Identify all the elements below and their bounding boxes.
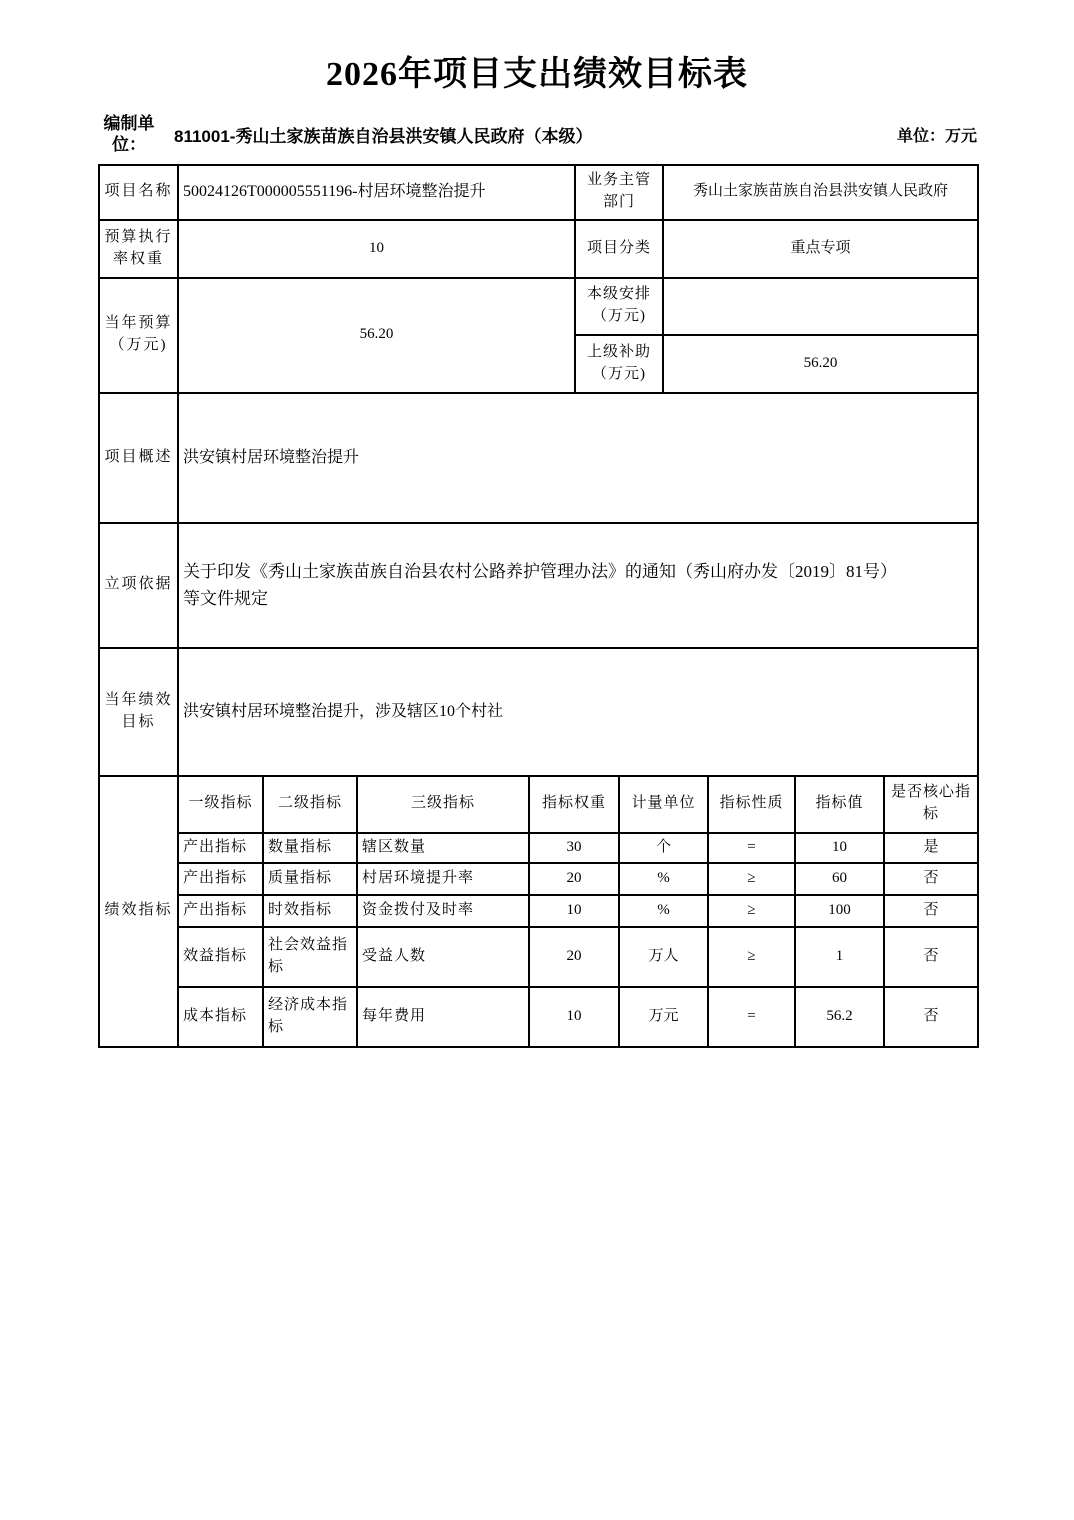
indicator-weight: 30	[529, 833, 619, 863]
project-name-label: 项目名称	[99, 165, 178, 220]
indicator-unit: %	[619, 895, 708, 927]
indicator-level3: 每年费用	[357, 987, 529, 1047]
project-name-value: 50024126T000005551196-村居环境整治提升	[178, 165, 575, 220]
indicator-level1: 产出指标	[178, 895, 263, 927]
indicator-value: 60	[795, 863, 884, 895]
indicator-unit: 万元	[619, 987, 708, 1047]
overview-label: 项目概述	[99, 393, 178, 523]
indicator-row	[99, 895, 978, 927]
budget-exec-weight-value: 10	[178, 220, 575, 278]
dept-label: 业务主管部门	[575, 165, 663, 220]
higher-subsidy-label: 上级补助（万元)	[575, 335, 663, 393]
indicator-level2: 经济成本指标	[263, 987, 357, 1047]
basis-label: 立项依据	[99, 523, 178, 648]
indicator-value: 1	[795, 927, 884, 987]
table-row	[99, 220, 978, 278]
basis-value: 关于印发《秀山土家族苗族自治县农村公路养护管理办法》的通知（秀山府办发〔2019〕81号）等文件规定	[178, 523, 978, 648]
indicator-core: 是	[884, 833, 978, 863]
indicator-row	[99, 833, 978, 863]
local-arrangement-value	[663, 278, 978, 335]
indicator-level3: 村居环境提升率	[357, 863, 529, 895]
indicator-value: 100	[795, 895, 884, 927]
indicator-nature: =	[708, 987, 795, 1047]
indicator-header-row	[99, 776, 978, 833]
indicator-weight: 10	[529, 895, 619, 927]
col-header-unit: 计量单位	[619, 776, 708, 833]
indicator-nature: ≥	[708, 895, 795, 927]
indicator-row	[99, 927, 978, 987]
indicator-unit: %	[619, 863, 708, 895]
indicator-weight: 20	[529, 927, 619, 987]
page-title: 2026年项目支出绩效目标表	[326, 56, 748, 93]
indicator-value: 56.2	[795, 987, 884, 1047]
table-row	[99, 523, 978, 648]
dept-value: 秀山土家族苗族自治县洪安镇人民政府	[663, 165, 978, 220]
col-header-level2: 二级指标	[263, 776, 357, 833]
unit-label: 单位：万元	[896, 127, 977, 145]
indicator-core: 否	[884, 895, 978, 927]
indicator-level2: 时效指标	[263, 895, 357, 927]
indicator-unit: 万人	[619, 927, 708, 987]
indicator-level1: 效益指标	[178, 927, 263, 987]
table-row	[99, 165, 978, 220]
indicator-level2: 社会效益指标	[263, 927, 357, 987]
prepared-by-value: 811001-秀山土家族苗族自治县洪安镇人民政府（本级）	[174, 126, 593, 146]
category-label: 项目分类	[575, 220, 663, 278]
category-value: 重点专项	[663, 220, 978, 278]
indicator-value: 10	[795, 833, 884, 863]
indicator-level3: 受益人数	[357, 927, 529, 987]
indicator-nature: =	[708, 833, 795, 863]
table-row	[99, 278, 978, 335]
col-header-core: 是否核心指标	[884, 776, 978, 833]
indicator-unit: 个	[619, 833, 708, 863]
indicator-level1: 产出指标	[178, 863, 263, 895]
indicator-section-label: 绩效指标	[99, 776, 178, 1047]
prepared-by	[98, 113, 592, 156]
indicator-nature: ≥	[708, 927, 795, 987]
col-header-level3: 三级指标	[357, 776, 529, 833]
meta-row	[98, 113, 977, 156]
annual-target-value: 洪安镇村居环境整治提升，涉及辖区10个村社	[178, 648, 978, 776]
annual-budget-value: 56.20	[178, 278, 575, 393]
indicator-weight: 20	[529, 863, 619, 895]
table-row	[99, 393, 978, 523]
annual-target-label: 当年绩效目标	[99, 648, 178, 776]
indicator-level2: 质量指标	[263, 863, 357, 895]
indicator-nature: ≥	[708, 863, 795, 895]
indicator-core: 否	[884, 927, 978, 987]
indicator-level2: 数量指标	[263, 833, 357, 863]
indicator-core: 否	[884, 863, 978, 895]
col-header-weight: 指标权重	[529, 776, 619, 833]
indicator-weight: 10	[529, 987, 619, 1047]
annual-budget-label: 当年预算（万元)	[99, 278, 178, 393]
indicator-row	[99, 987, 978, 1047]
indicator-level3: 资金拨付及时率	[357, 895, 529, 927]
indicator-core: 否	[884, 987, 978, 1047]
budget-exec-weight-label: 预算执行率权重	[99, 220, 178, 278]
col-header-nature: 指标性质	[708, 776, 795, 833]
performance-target-table	[98, 164, 979, 1048]
indicator-level1: 成本指标	[178, 987, 263, 1047]
prepared-by-label: 编制单位：	[103, 114, 155, 155]
col-header-level1: 一级指标	[178, 776, 263, 833]
indicator-row	[99, 863, 978, 895]
higher-subsidy-value: 56.20	[663, 335, 978, 393]
table-row	[99, 648, 978, 776]
indicator-level1: 产出指标	[178, 833, 263, 863]
indicator-level3: 辖区数量	[357, 833, 529, 863]
col-header-value: 指标值	[795, 776, 884, 833]
overview-value: 洪安镇村居环境整治提升	[178, 393, 978, 523]
local-arrangement-label: 本级安排（万元)	[575, 278, 663, 335]
